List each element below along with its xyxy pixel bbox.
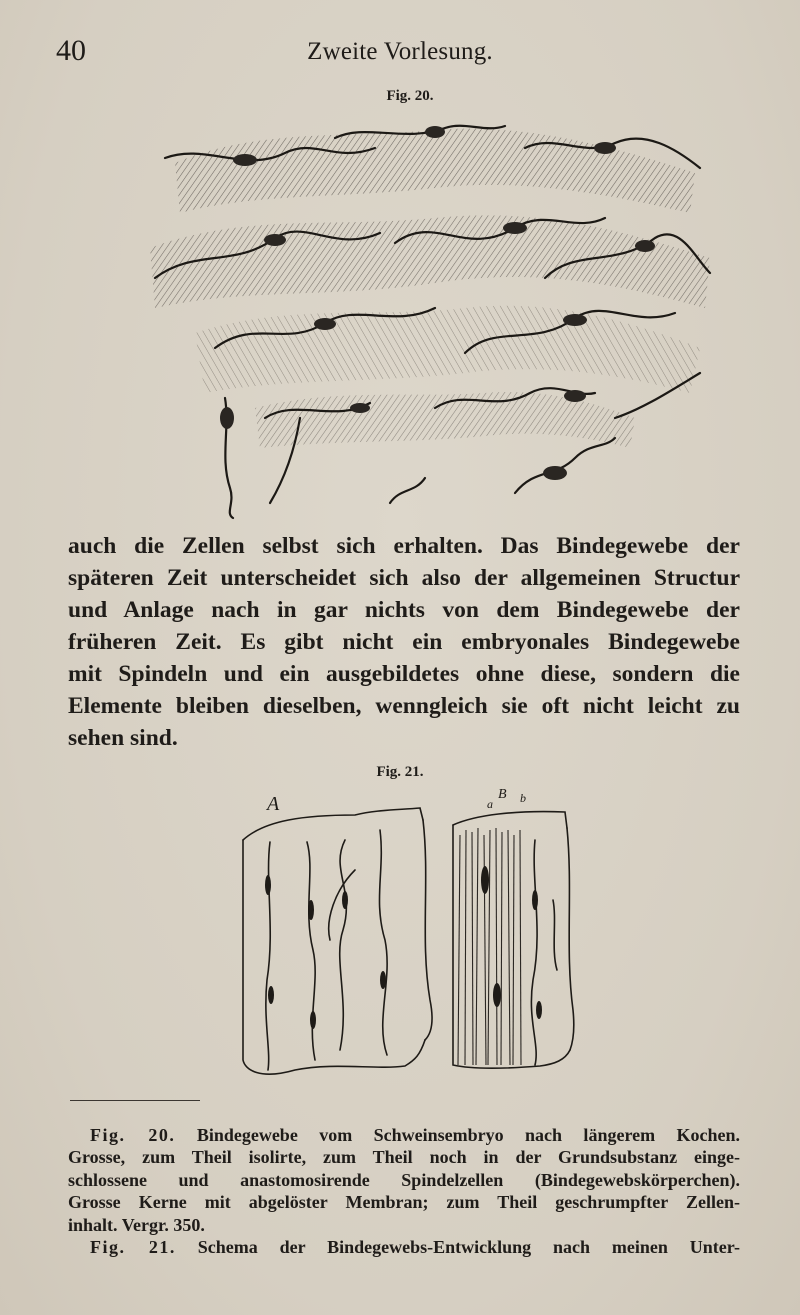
caption-fig21-first-line — [68, 1236, 740, 1258]
fig20-illustration — [135, 118, 720, 523]
fig21-letter-A: A — [267, 793, 280, 815]
page-number: 40 — [56, 34, 86, 67]
caption-line: Grosse, zum Theil isolirte, zum Theil noch in der Grundsubstanz einge- — [68, 1147, 740, 1168]
caption-line: schlossene und anastomosirende Spindelzellen (Bindegewebskörperchen). — [68, 1169, 740, 1190]
body-line: sehen sind. — [68, 725, 178, 751]
caption-fig21-ref: Fig. 21. — [90, 1237, 176, 1258]
caption-fig20-text: Bindegewebe vom Schweinsembryo nach längerem Kochen. — [196, 1125, 740, 1145]
caption-line: inhalt. Vergr. 350. — [68, 1214, 205, 1235]
fig21-letter-B: B — [498, 787, 507, 802]
fig21-illustration — [235, 780, 580, 1095]
footnote-divider — [70, 1100, 200, 1101]
body-line: und Anlage nach in gar nichts von dem Bindegewebe der — [68, 597, 740, 623]
fig20-label: Fig. 20. — [386, 88, 434, 104]
caption-fig20-first-line — [68, 1124, 740, 1146]
body-paragraph — [68, 530, 740, 754]
fig21-letter-a: a — [487, 797, 493, 811]
body-line: mit Spindeln und ein ausgebildetes ohne diese, sondern die — [68, 661, 740, 687]
fig21-label: Fig. 21. — [376, 764, 424, 780]
caption-fig21-text: Schema der Bindegewebs-Entwicklung nach meinen Unter- — [197, 1237, 741, 1258]
fig21-letter-b: b — [520, 791, 526, 805]
caption-line: Grosse Kerne mit abgelöster Membran; zum Theil geschrumpfter Zellen- — [68, 1192, 740, 1213]
running-title: Zweite Vorlesung. — [307, 38, 493, 65]
body-line: auch die Zellen selbst sich erhalten. Das Bindegewebe der — [68, 533, 740, 559]
figure-captions — [68, 1124, 740, 1258]
body-line: Elemente bleiben dieselben, wenngleich sie oft nicht leicht zu — [68, 693, 740, 719]
caption-fig20-ref: Fig. 20. — [90, 1125, 176, 1145]
body-line: früheren Zeit. Es gibt nicht ein embryonales Bindegewebe — [68, 629, 740, 655]
body-line: späteren Zeit unterscheidet sich also der allgemeinen Structur — [68, 565, 740, 591]
